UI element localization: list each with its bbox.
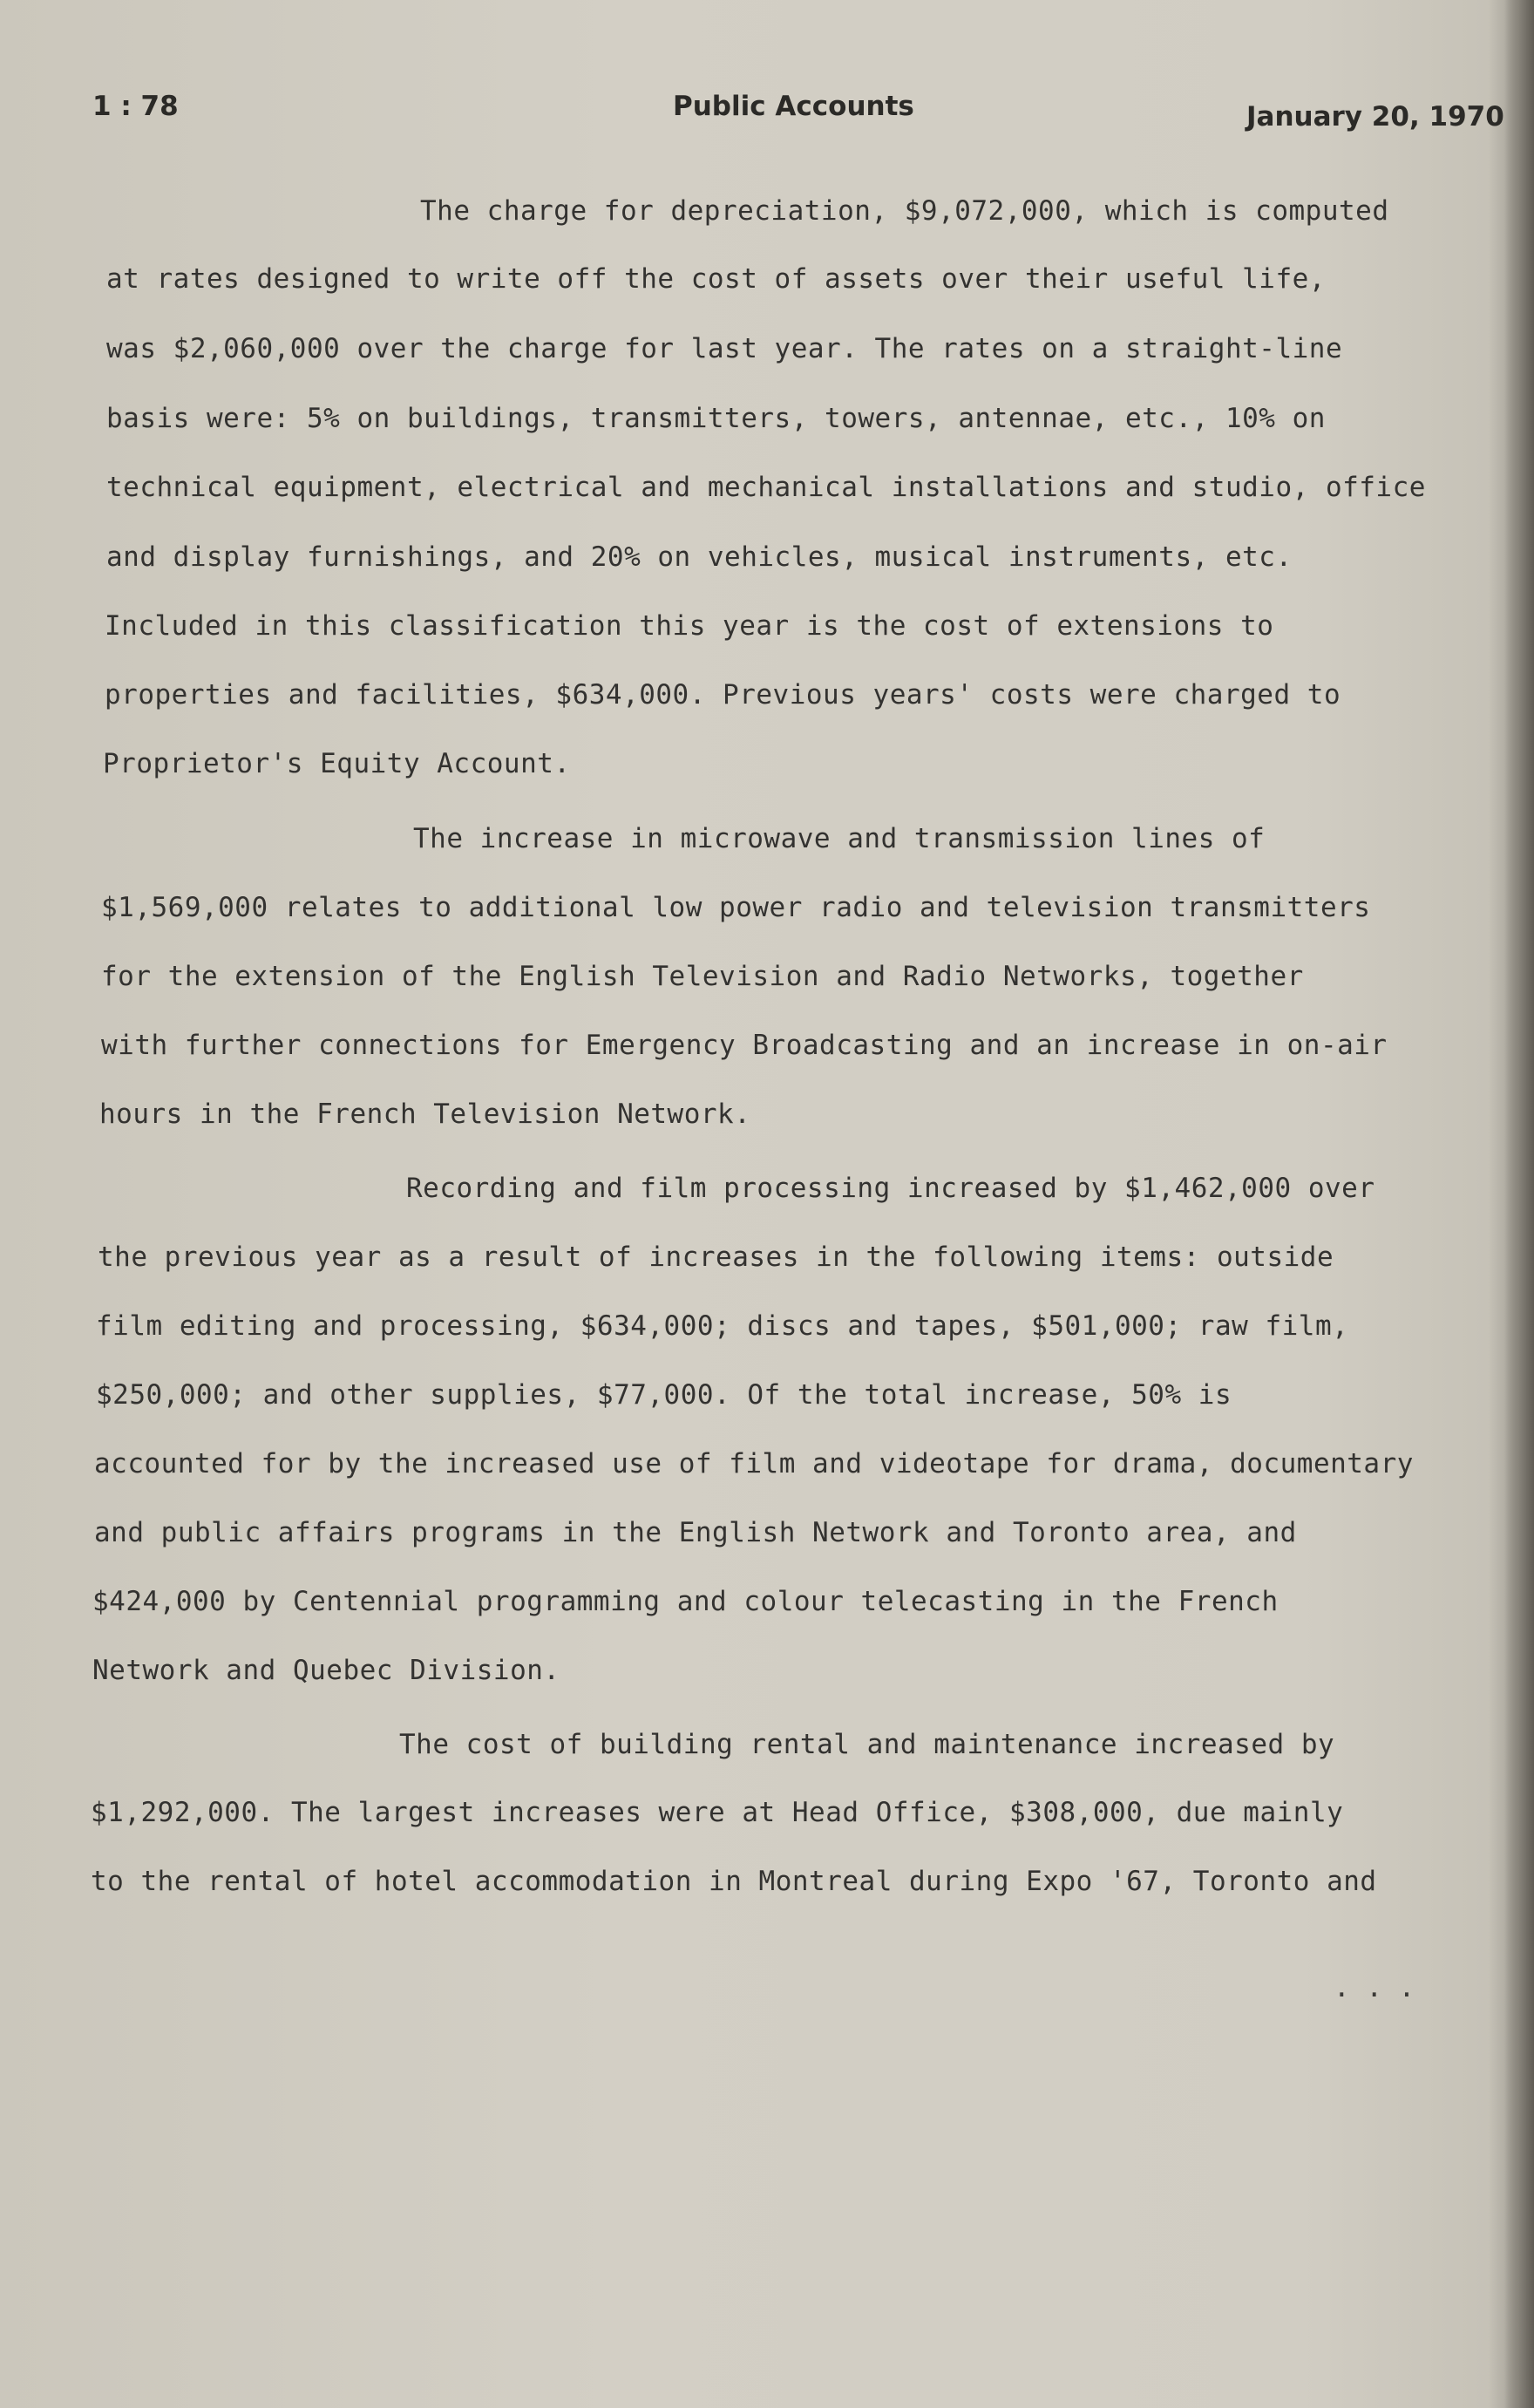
text-line: The charge for depreciation, $9,072,000, which is computed [420,195,1389,227]
page-number: 1 : 78 [92,91,179,122]
text-line: Recording and film processing increased by $1,462,000 over [406,1173,1375,1204]
text-line: for the extension of the English Television and Radio Networks, together [101,961,1304,992]
text-line: technical equipment, electrical and mechanical installations and studio, office [106,472,1426,503]
text-line: $250,000; and other supplies, $77,000. Of the total increase, 50% is [96,1379,1232,1411]
text-line: and public affairs programs in the English Network and Toronto area, and [94,1517,1297,1548]
text-line: The increase in microwave and transmission lines of [413,823,1266,854]
text-line: accounted for by the increased use of film and videotape for drama, documentary [94,1448,1414,1479]
text-line: Network and Quebec Division. [92,1655,560,1686]
text-line: with further connections for Emergency Broadcasting and an increase in on-air [101,1030,1388,1061]
text-line: and display furnishings, and 20% on vehicles, musical instruments, etc. [106,541,1293,573]
text-line: properties and facilities, $634,000. Previous years' costs were charged to [105,679,1341,711]
text-line: at rates designed to write off the cost of assets over their useful life, [106,263,1326,295]
text-line: Proprietor's Equity Account. [103,748,571,779]
text-line: the previous year as a result of increases in the following items: outside [98,1241,1334,1273]
text-line: The cost of building rental and maintenance increased by [399,1729,1335,1760]
page-binding-edge [1504,0,1534,2408]
text-line: was $2,060,000 over the charge for last year. The rates on a straight-line [106,333,1343,364]
text-line: to the rental of hotel accommodation in Montreal during Expo '67, Toronto and [91,1866,1377,1897]
text-line: $424,000 by Centennial programming and colour telecasting in the French [92,1586,1279,1617]
text-line: hours in the French Television Network. [99,1099,751,1130]
page-date: January 20, 1970 [1246,101,1504,133]
text-line: Included in this classification this year is the cost of extensions to [105,610,1274,642]
text-line: basis were: 5% on buildings, transmitters, towers, antennae, etc., 10% on [106,403,1326,434]
continuation-ellipsis: . . . [1334,1972,1415,2003]
text-line: film editing and processing, $634,000; discs and tapes, $501,000; raw film, [96,1310,1349,1342]
text-line: $1,292,000. The largest increases were at Head Office, $308,000, due mainly [91,1797,1344,1828]
page-title: Public Accounts [673,91,914,122]
text-line: $1,569,000 relates to additional low power radio and television transmitters [101,892,1371,923]
